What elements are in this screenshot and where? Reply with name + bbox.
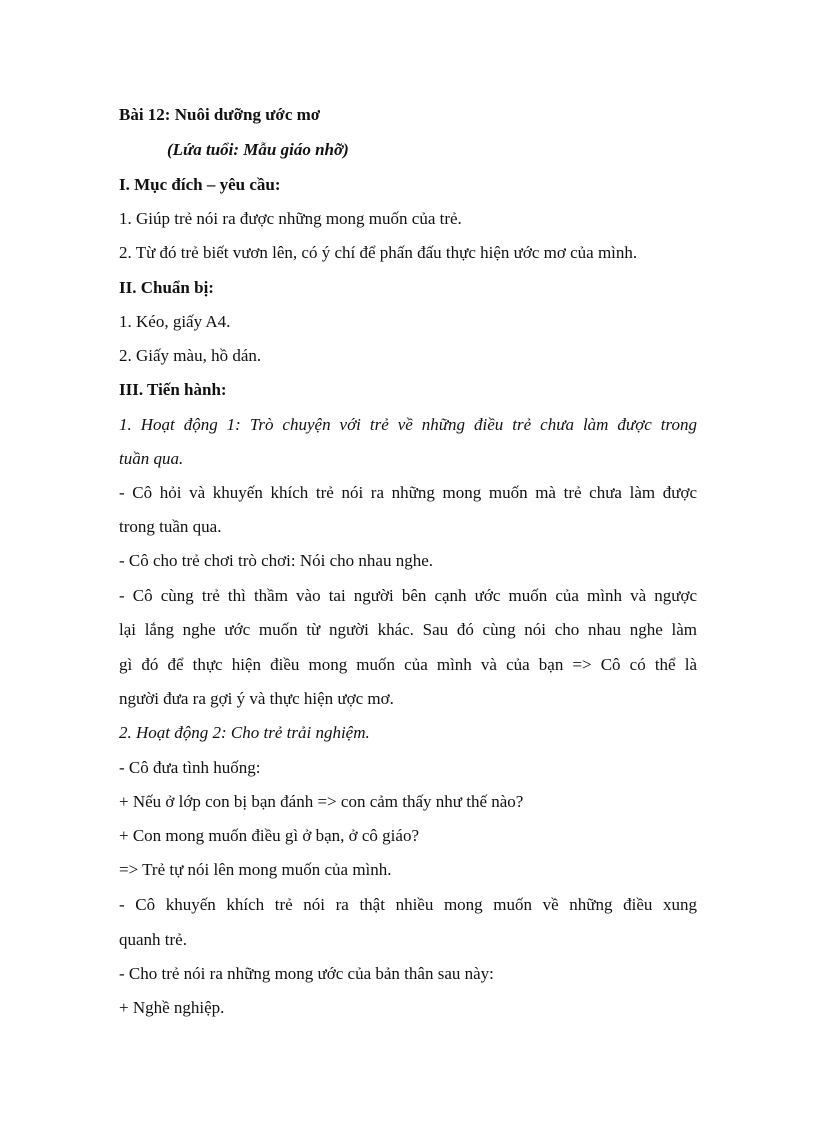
section-heading-procedure: III. Tiến hành: [119,380,227,399]
section-heading-purpose: I. Mục đích – yêu cầu: [119,175,281,194]
activity-2-paragraph-2: + Nếu ở lớp con bị bạn đánh => con cảm thấy như thế nào? [119,792,524,811]
activity-1-paragraph-1-line-2: trong tuần qua. [119,517,222,536]
activity-1-paragraph-2: - Cô cho trẻ chơi trò chơi: Nói cho nhau nghe. [119,551,433,570]
activity-2-paragraph-4: => Trẻ tự nói lên mong muốn của mình. [119,860,392,879]
activity-1-title-line-1: 1. Hoạt động 1: Trò chuyện với trẻ về những điều trẻ chưa làm được trong [119,415,697,434]
purpose-item-1: 1. Giúp trẻ nói ra được những mong muốn của trẻ. [119,209,462,228]
activity-2-paragraph-5-line-2: quanh trẻ. [119,930,187,949]
lesson-title: Bài 12: Nuôi dưỡng ước mơ [119,105,321,124]
activity-2-paragraph-3: + Con mong muốn điều gì ở bạn, ở cô giáo? [119,826,419,845]
activity-1-paragraph-3-line-1: - Cô cùng trẻ thì thầm vào tai người bên cạnh ước muốn của mình và ngược [119,586,697,605]
lesson-subtitle: (Lứa tuổi: Mẫu giáo nhỡ) [167,140,349,159]
activity-2-paragraph-6: - Cho trẻ nói ra những mong ước của bản thân sau này: [119,964,494,983]
preparation-item-2: 2. Giấy màu, hồ dán. [119,346,262,365]
purpose-item-2: 2. Từ đó trẻ biết vươn lên, có ý chí để phấn đấu thực hiện ước mơ của mình. [119,243,638,262]
activity-1-paragraph-3-line-3: gì đó để thực hiện điều mong muốn của mình và của bạn => Cô có thể là [119,655,697,674]
activity-2-paragraph-5-line-1: - Cô khuyến khích trẻ nói ra thật nhiều mong muốn về những điều xung [119,895,697,914]
activity-2-paragraph-7: + Nghề nghiệp. [119,998,225,1017]
activity-1-paragraph-3-line-4: người đưa ra gợi ý và thực hiện ược mơ. [119,689,394,708]
preparation-item-1: 1. Kéo, giấy A4. [119,312,231,331]
activity-1-paragraph-3-line-2: lại lắng nghe ước muốn từ người khác. Sau đó cùng nói cho nhau nghe làm [119,620,697,639]
section-heading-preparation: II. Chuẩn bị: [119,278,214,297]
activity-2-paragraph-1: - Cô đưa tình huống: [119,758,261,777]
activity-1-paragraph-1-line-1: - Cô hỏi và khuyến khích trẻ nói ra những mong muốn mà trẻ chưa làm được [119,483,697,502]
activity-1-title-line-2: tuần qua. [119,449,184,468]
activity-2-title: 2. Hoạt động 2: Cho trẻ trải nghiệm. [119,723,370,742]
